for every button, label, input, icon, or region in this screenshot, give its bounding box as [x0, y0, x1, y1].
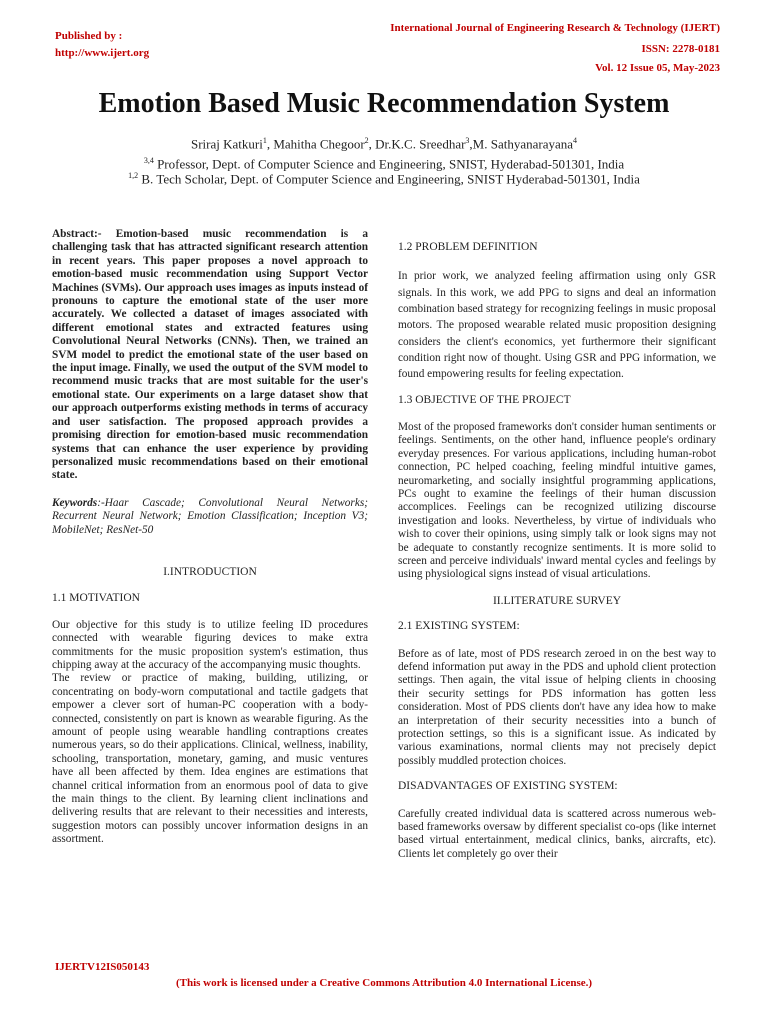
keywords: [52, 497, 368, 537]
author-name: Dr.K.C. Sreedhar: [375, 136, 466, 152]
license-notice: (This work is licensed under a Creative Commons Attribution 4.0 International License.): [175, 977, 593, 989]
paragraph: The review or practice of making, building, utilizing, or concentrating on body-worn computational and tactile gadgets that empower a clever sort of human-PC cooperation with a body-connected, consistently on part is known as wearable figuring. As the amount of people using wearable handling contraptions creates numerous years, so do their applications. Clinical, wellness, inability, schooling, transportation, monetary, gaming, and music ventures have all been affected by them. Idea engines are estimations that channel critical information from an enormous pool of data to give the main things to the client. By learning client inclinations and delivering results that are relevant to their necessities and interests, suggestion motors can possibly uncover information designs in an assortment.: [52, 672, 368, 846]
section-heading-motivation: 1.1 MOTIVATION: [52, 592, 140, 605]
section-heading-introduction: I.INTRODUCTION: [163, 565, 257, 578]
author-sep: ,: [266, 136, 274, 152]
right-column: [398, 228, 716, 861]
author-sup: 1: [262, 136, 267, 145]
affiliation-sup: 3,4: [143, 156, 154, 165]
paragraph: Before as of late, most of PDS research zeroed in on the best way to defend information put away in the PDS and uphold client protection settings. Then again, the vital issue of helping clients in choosing their security settings for PDS information has gotten less consideration. Most of PDS clients don't have any idea how to make an interpretation of their security necessities into a bunch of protection settings, so this is a significant issue. As indicated by various examinations, normal clients may not precisely depict possibly muddled protection choices.: [398, 647, 716, 767]
author-sep: ,: [368, 136, 376, 152]
keywords-text: :-Haar Cascade; Convolutional Neural Networks; Recurrent Neural Network; Emotion Classification; Inception V3; MobileNet; ResNet-50: [52, 496, 368, 536]
journal-url-link[interactable]: http://www.ijert.org: [55, 47, 150, 59]
keywords-label: Keywords: [52, 496, 98, 509]
author-name: Mahitha Chegoor: [273, 136, 365, 152]
section-heading-disadvantages: DISADVANTAGES OF EXISTING SYSTEM:: [398, 780, 618, 793]
author-sep: ,: [469, 136, 473, 152]
author-sup: 2: [364, 136, 369, 145]
affiliation: [0, 156, 768, 172]
paragraph: In prior work, we analyzed feeling affirmation using only GSR signals. In this work, we add PPG to signs and deal an information combination based strategy for recognizing feelings in music proposal motors. The proposed wearable related music proposition designing considers the client's economics, yet furthermore their significant condition right now of thought. Using GSR and PPG information, we found empowering results for feeling expectation.: [398, 270, 716, 381]
affiliation: [0, 171, 768, 187]
section-heading-objective: 1.3 OBJECTIVE OF THE PROJECT: [398, 394, 571, 407]
affiliation-sup: 1,2: [128, 171, 139, 180]
author-list: [0, 136, 768, 152]
abstract-label: Abstract:-: [52, 228, 102, 240]
section-heading-literature: II.LITERATURE SURVEY: [492, 594, 622, 607]
author-name: Sriraj Katkuri: [190, 136, 263, 152]
volume-issue: Vol. 12 Issue 05, May-2023: [595, 62, 720, 74]
paragraph: Our objective for this study is to utilize feeling ID procedures connected with wearable figuring devices to make extra commitments for the music proposition system's estimation, thus chipping away at the accuracy of the accompanying music thoughts.: [52, 618, 368, 671]
paragraph: Carefully created individual data is scattered across numerous web-based frameworks oversaw by different specialist co-ops (like internet based virtual entertainment, medical clinics, banks, aircrafts, etc). Clients let completely go over their: [398, 807, 716, 860]
affiliation-text: B. Tech Scholar, Dept. of Computer Science and Engineering, SNIST Hyderabad-501301, India: [141, 171, 640, 187]
abstract: [52, 228, 368, 483]
paper-id: IJERTV12IS050143: [55, 961, 150, 973]
affiliation-text: Professor, Dept. of Computer Science and Engineering, SNIST, Hyderabad-501301, India: [157, 156, 625, 172]
author-sup: 3: [465, 136, 470, 145]
issn: ISSN: 2278-0181: [641, 43, 720, 55]
author-name: M. Sathyanarayana: [472, 136, 574, 152]
section-heading-problem: 1.2 PROBLEM DEFINITION: [398, 241, 538, 253]
section-heading-existing: 2.1 EXISTING SYSTEM:: [398, 620, 520, 633]
left-column: [52, 228, 368, 847]
abstract-text: Emotion-based music recommendation is a challenging task that has attracted significant research attention in recent years. This paper proposes a novel approach to emotion-based music recommendation using Support Vector Machines (SVMs). Our approach uses images as inputs instead of pronouns to capture the emotional state of the user more accurately. We collected a dataset of images associated with different emotional states and extracted features using Convolutional Neural Networks (CNNs). Then, we trained an SVM model to predict the emotional state of the user based on the input image. Finally, we used the output of the SVM model to recommend music tracks that are most suitable for the user's emotional state. Our experiments on a large dataset show that our approach outperforms existing methods in terms of accuracy and user satisfaction. The proposed approach provides a promising direction for emotion-based music recommendation systems that can enhance the user experience by providing personalized music recommendations based on their emotional state.: [52, 228, 368, 482]
paragraph: Most of the proposed frameworks don't consider human sentiments or feelings. Sentiments, on the other hand, influence people's ordinary everyday presences. For various applications, including human-robot connection, PC helped coaching, feeling mindful intuitive games, neuromarketing, and socially insightful programming applications, PCs ought to examine the feelings of their human discussion accomplices. Feelings can be recognized utilizing discourse investigation and looks. Nevertheless, by virtue of individuals who wish to cover their opinions, using simply talk or look signs may not be adequate to constantly recognize sentiments. It is more solid to screen and perceive individuals' inward mental cycles and feelings by using physiological signs instead of visual articulations.: [398, 420, 716, 581]
paper-title: Emotion Based Music Recommendation System: [98, 88, 670, 119]
author-sup: 4: [573, 136, 578, 145]
journal-name: International Journal of Engineering Research & Technology (IJERT): [390, 22, 720, 34]
published-by-label: Published by :: [55, 30, 123, 42]
